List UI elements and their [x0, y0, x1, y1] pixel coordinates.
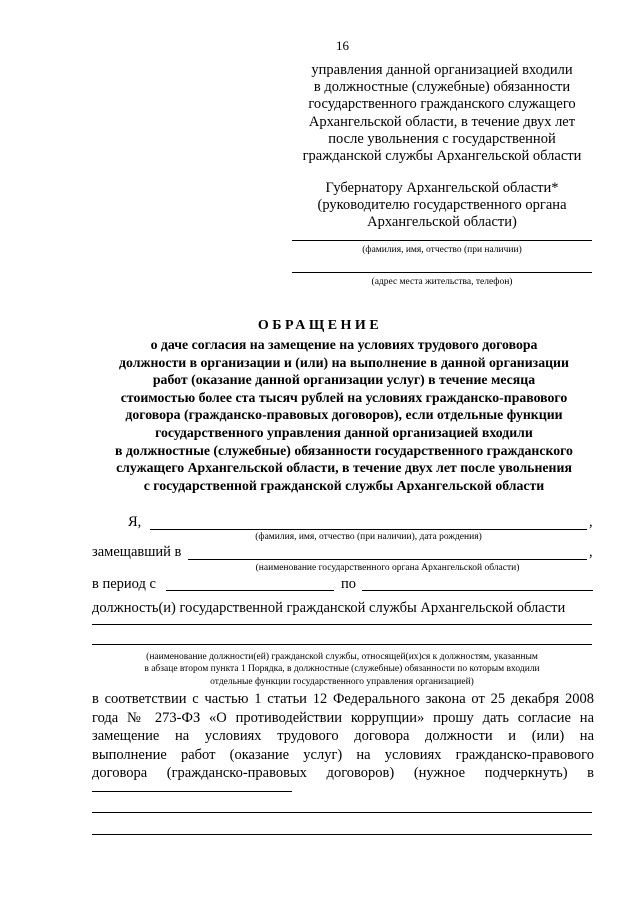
- state-body-caption: (наименование государственного органа Архангельской области): [255, 563, 520, 573]
- header-line: после увольнения с государственной: [328, 130, 556, 147]
- body-line: года № 273-ФЗ «О противодействии коррупции» прошу дать согласие на: [92, 709, 594, 726]
- period-from-field[interactable]: [166, 590, 334, 591]
- position-line: должность(и) государственной гражданской службы Архангельской области: [92, 600, 566, 616]
- caption-line: (наименование должности(ей) гражданской службы, относящей(их)ся к должностям, указанным: [146, 652, 538, 662]
- document-title: ОБРАЩЕНИЕ: [257, 318, 383, 333]
- body-line: выполнение работ (оказание услуг) на условиях гражданско-правового: [92, 746, 594, 763]
- header-line: Архангельской области, в течение двух лет: [308, 113, 576, 130]
- header-line: государственного гражданского служащего: [308, 96, 576, 113]
- body-line: в соответствии с частью 1 статьи 12 Федерального закона от 25 декабря 2008: [92, 691, 594, 707]
- addressee-line: (руководителю государственного органа: [317, 197, 567, 214]
- body-paragraph: [92, 690, 594, 783]
- subtitle-line: с государственной гражданской службы Архангельской области: [143, 477, 545, 493]
- caption-line: в абзаце втором пункта 1 Порядка, в должностные (служебные) обязанности по которым входили: [144, 664, 540, 675]
- page-number: 16: [336, 38, 349, 53]
- subtitle-line: государственного управления данной организацией входили: [155, 424, 533, 440]
- body-line: договора (гражданско-правовых договоров) (нужное подчеркнуть) в: [92, 765, 594, 782]
- addressee-line: Архангельской области): [367, 214, 517, 231]
- position-field-2[interactable]: [92, 644, 592, 645]
- document-subtitle: [84, 336, 604, 494]
- name-underline[interactable]: [292, 240, 592, 241]
- subtitle-line: стоимостью более ста тысяч рублей на условиях гражданско-правового: [120, 389, 568, 405]
- address-underline[interactable]: [292, 272, 592, 273]
- header-line: в должностные (служебные) обязанности: [313, 79, 571, 96]
- period-to-field[interactable]: [362, 590, 593, 591]
- subtitle-line: должности в организации и (или) на выполнение в данной организации: [119, 354, 569, 370]
- comma: ,: [589, 514, 593, 530]
- position-caption: [92, 651, 592, 688]
- organization-field-1[interactable]: [92, 791, 292, 792]
- subtitle-line: служащего Архангельской области, в течение двух лет после увольнения: [116, 460, 572, 476]
- caption-line: отдельные функции государственного управления организацией): [210, 676, 474, 687]
- comma: ,: [589, 544, 593, 560]
- header-line: управления данной организацией входили: [311, 62, 573, 78]
- addressee-line: Губернатору Архангельской области*: [325, 180, 559, 196]
- position-field-1[interactable]: [92, 624, 592, 625]
- addressee-block: [292, 180, 592, 232]
- subtitle-line: договора (гражданско-правовых договоров), если отдельные функции: [125, 407, 563, 423]
- address-caption: (адрес места жительства, телефон): [371, 277, 513, 287]
- applicant-name-caption: (фамилия, имя, отчество (при наличии), дата рождения): [255, 532, 482, 542]
- applicant-name-field[interactable]: [150, 529, 587, 530]
- period-from-label: в период с: [92, 576, 156, 592]
- subtitle-line: в должностные (служебные) обязанности государственного гражданского: [115, 442, 573, 458]
- period-to-label: по: [341, 576, 357, 592]
- i-label: Я,: [128, 514, 142, 530]
- organization-field-2[interactable]: [92, 812, 592, 813]
- state-body-field[interactable]: [188, 559, 587, 560]
- header-line: гражданской службы Архангельской области: [302, 148, 582, 165]
- held-label: замещавший в: [92, 544, 182, 560]
- body-line: замещение на условиях трудового договора должности и (или) на: [92, 728, 594, 745]
- name-caption: (фамилия, имя, отчество (при наличии): [362, 245, 522, 255]
- subtitle-line: работ (оказание данной организации услуг) в течение месяца: [152, 372, 536, 388]
- subtitle-line: о даче согласия на замещение на условиях трудового договора: [150, 337, 538, 352]
- organization-field-3[interactable]: [92, 834, 592, 835]
- header-heading-continuation: [292, 62, 592, 165]
